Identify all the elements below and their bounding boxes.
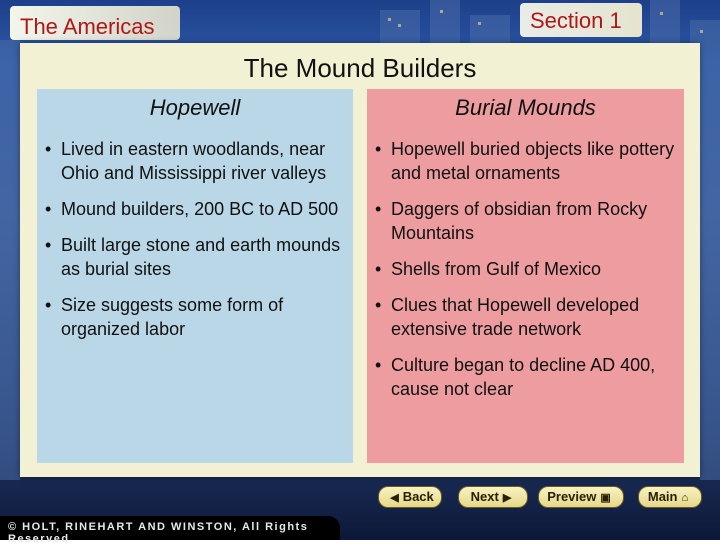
section-label: Section 1 — [530, 8, 622, 33]
left-column-heading: Hopewell — [149, 95, 241, 120]
right-bullet-list — [373, 137, 678, 413]
list-item: • Shells from Gulf of Mexico — [373, 257, 678, 281]
content-panel — [20, 43, 700, 477]
list-item: • Lived in eastern woodlands, near Ohio and Mississippi river valleys — [43, 137, 347, 185]
list-item: • Hopewell buried objects like pottery and metal ornaments — [373, 137, 678, 185]
right-column-heading: Burial Mounds — [455, 95, 596, 120]
list-item: • Size suggests some form of organized labor — [43, 293, 347, 341]
list-item: • Daggers of obsidian from Rocky Mountains — [373, 197, 678, 245]
list-item: • Mound builders, 200 BC to AD 500 — [43, 197, 347, 221]
main-button[interactable]: Main ⌂ — [638, 486, 702, 508]
chevron-left-icon: ◀ — [390, 492, 399, 504]
list-item: • Clues that Hopewell developed extensive trade network — [373, 293, 678, 341]
chevron-right-icon: ▶ — [502, 492, 512, 504]
right-column — [367, 89, 684, 463]
left-column — [37, 89, 353, 463]
copyright-footer — [0, 516, 340, 545]
section-label-bar — [520, 3, 642, 37]
list-item: • Culture began to decline AD 400, cause not clear — [373, 353, 678, 401]
home-icon: ⌂ — [681, 492, 689, 504]
chapter-label-bar — [10, 6, 180, 40]
next-button[interactable]: Next ▶ — [458, 486, 528, 508]
film-icon: ▣ — [600, 492, 611, 504]
copyright-text: © HOLT, RINEHART AND WINSTON, All Rights Reserved — [8, 521, 309, 545]
back-button[interactable]: ◀ Back — [378, 486, 442, 508]
slide-title: The Mound Builders — [243, 53, 477, 83]
chapter-label: The Americas — [20, 14, 155, 39]
preview-button[interactable]: Preview ▣ — [538, 486, 624, 508]
list-item: • Built large stone and earth mounds as burial sites — [43, 233, 347, 281]
left-bullet-list — [43, 137, 347, 353]
